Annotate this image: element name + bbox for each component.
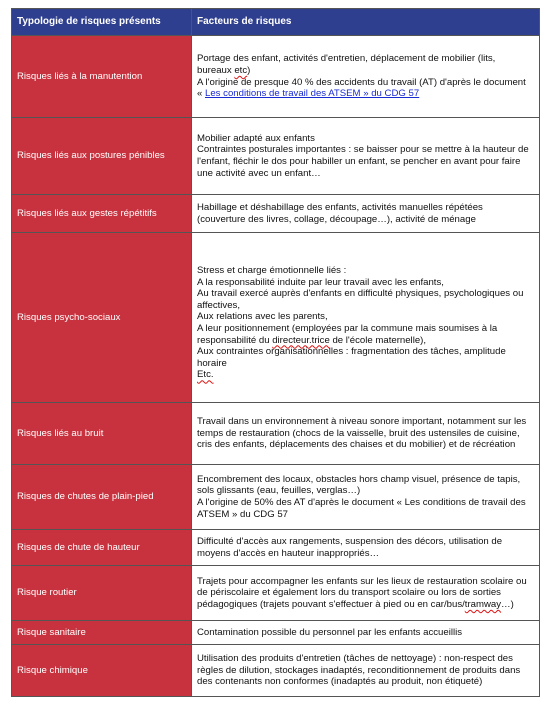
factor-text: …): [501, 598, 514, 610]
factor-line: [197, 88, 534, 100]
factor-line: A la responsabilité induite par leur travail avec les enfants,: [197, 276, 444, 288]
risk-type-cell: Risques de chute de hauteur: [12, 530, 192, 566]
factor-line: Difficulté d'accès aux rangements, suspension des décors, utilisation de: [197, 535, 503, 547]
factor-line: A l'origine de presque 40 % des accidents du travail (AT) d'après le document: [197, 76, 526, 88]
risk-type-cell: Risques de chutes de plain-pied: [12, 465, 192, 530]
risk-type-cell: Risques liés aux gestes répétitifs: [12, 195, 192, 233]
cdg57-document-link[interactable]: Les conditions de travail des ATSEM » du CDG 57: [205, 88, 420, 100]
factor-line: [197, 65, 534, 77]
risk-table: [11, 8, 540, 697]
factor-line: règles de dilution, stockages inadaptés, reconditionnement de produits dans: [197, 664, 521, 676]
factor-line: Contraintes posturales importantes : se baisser pour se mettre à la hauteur de: [197, 144, 529, 156]
risk-factors-cell: [192, 530, 540, 566]
factor-line: sols glissants (eau, feuilles, verglas…): [197, 485, 361, 497]
factor-line: Etc.: [197, 369, 214, 381]
factor-line: Encombrement des locaux, obstacles hors champ visuel, présence de tapis,: [197, 473, 521, 485]
table-header-row: [12, 9, 540, 36]
text-cursor-mark: [539, 399, 540, 411]
table-row: [12, 118, 540, 195]
factor-line: Mobilier adapté aux enfants: [197, 132, 315, 144]
factor-text: bureaux: [197, 64, 235, 76]
factor-text: de l'école maternelle),: [329, 334, 427, 346]
header-risk-type: Typologie de risques présents: [12, 9, 192, 36]
factor-text: «: [197, 88, 206, 100]
risk-factors-cell: [192, 621, 540, 645]
factor-line: ATSEM » du CDG 57: [197, 508, 288, 520]
factor-line: moyens d'accès en hauteur inappropriés…: [197, 547, 380, 559]
risk-factors-cell: [192, 465, 540, 530]
factor-line: A leur positionnement (employées par la commune mais soumises à la: [197, 323, 498, 334]
table-row: [12, 36, 540, 118]
risk-factors-cell: [192, 195, 540, 233]
risk-factors-cell: [192, 566, 540, 621]
factor-line: A l'origine de 50% des AT d'après le document « Les conditions de travail des: [197, 497, 526, 508]
factor-line: l'enfant, fléchir le dos pour habiller un enfant, se pencher en avant pour faire: [197, 156, 521, 167]
header-risk-factors: Facteurs de risques: [192, 9, 540, 36]
risk-type-cell: Risques psycho-sociaux: [12, 233, 192, 403]
factor-text: responsabilité du: [197, 334, 273, 346]
table-row: [12, 621, 540, 645]
table-row: [12, 645, 540, 697]
table-row: [12, 465, 540, 530]
factor-text-flagged: etc: [234, 64, 248, 76]
factor-line: [197, 599, 534, 611]
risk-factors-cell: [192, 36, 540, 118]
factor-text-flagged: tramway: [464, 598, 502, 610]
factor-line: horaire: [197, 357, 227, 369]
risk-type-cell: Risques liés à la manutention: [12, 36, 192, 118]
blank-line: [197, 254, 534, 265]
factor-line: Habillage et déshabillage des enfants, activités manuelles répétées: [197, 201, 483, 213]
risk-type-cell: Risques liés au bruit: [12, 403, 192, 465]
factor-line: affectives,: [197, 299, 241, 311]
risk-type-cell: Risques liés aux postures pénibles: [12, 118, 192, 195]
table-row: [12, 566, 540, 621]
factor-line: Stress et charge émotionnelle liés :: [197, 265, 347, 277]
risk-factors-cell: [192, 403, 540, 465]
factor-line: cris des enfants, déplacements des chaises et du mobilier) et de récréation: [197, 439, 516, 451]
risk-factors-cell: [192, 645, 540, 697]
risk-type-cell: Risque routier: [12, 566, 192, 621]
table-row: [12, 403, 540, 465]
factor-line: des contenants non conformes (inadaptés au produit, non étiqueté): [197, 676, 483, 688]
factor-line: Au travail exercé auprès d'enfants en difficulté physiques, psychologiques ou: [197, 288, 524, 300]
risk-type-cell: Risque chimique: [12, 645, 192, 697]
factor-line: une activité avec un enfant…: [197, 167, 321, 179]
risk-factors-cell: [192, 233, 540, 403]
factor-line: Aux contraintes organisationnelles : fragmentation des tâches, amplitude: [197, 346, 506, 358]
factor-line: Portage des enfant, activités d'entretien, déplacement de mobilier (lits,: [197, 53, 496, 65]
risk-factors-cell: [192, 118, 540, 195]
table-row: [12, 195, 540, 233]
table-row: [12, 530, 540, 566]
factor-line: Contamination possible du personnel par les enfants accueillis: [197, 626, 463, 638]
factor-line: Travail dans un environnement à niveau sonore important, notamment sur les: [197, 416, 527, 428]
factor-line: [197, 335, 534, 347]
factor-line: (couverture des livres, collage, découpage…), activité de ménage: [197, 213, 476, 225]
factor-text-flagged: directeur.trice: [272, 334, 330, 346]
risk-type-cell: Risque sanitaire: [12, 621, 192, 645]
factor-line: Utilisation des produits d'entretien (tâches de nettoyage) : non-respect des: [197, 653, 513, 665]
factor-line: Aux relations avec les parents,: [197, 311, 328, 323]
factor-text: pédagogiques (trajets pouvant s'effectuer à pied ou en car/bus/: [197, 598, 465, 610]
table-row: [12, 233, 540, 403]
factor-text: ): [247, 64, 251, 76]
factor-line: de périscolaire et également lors du transport scolaire ou lors de sorties: [197, 587, 501, 599]
factor-line: temps de restauration (chocs de la vaisselle, bruit des ustensiles de cuisine,: [197, 427, 520, 439]
factor-line: Trajets pour accompagner les enfants sur les lieux de restauration scolaire ou: [197, 575, 527, 587]
